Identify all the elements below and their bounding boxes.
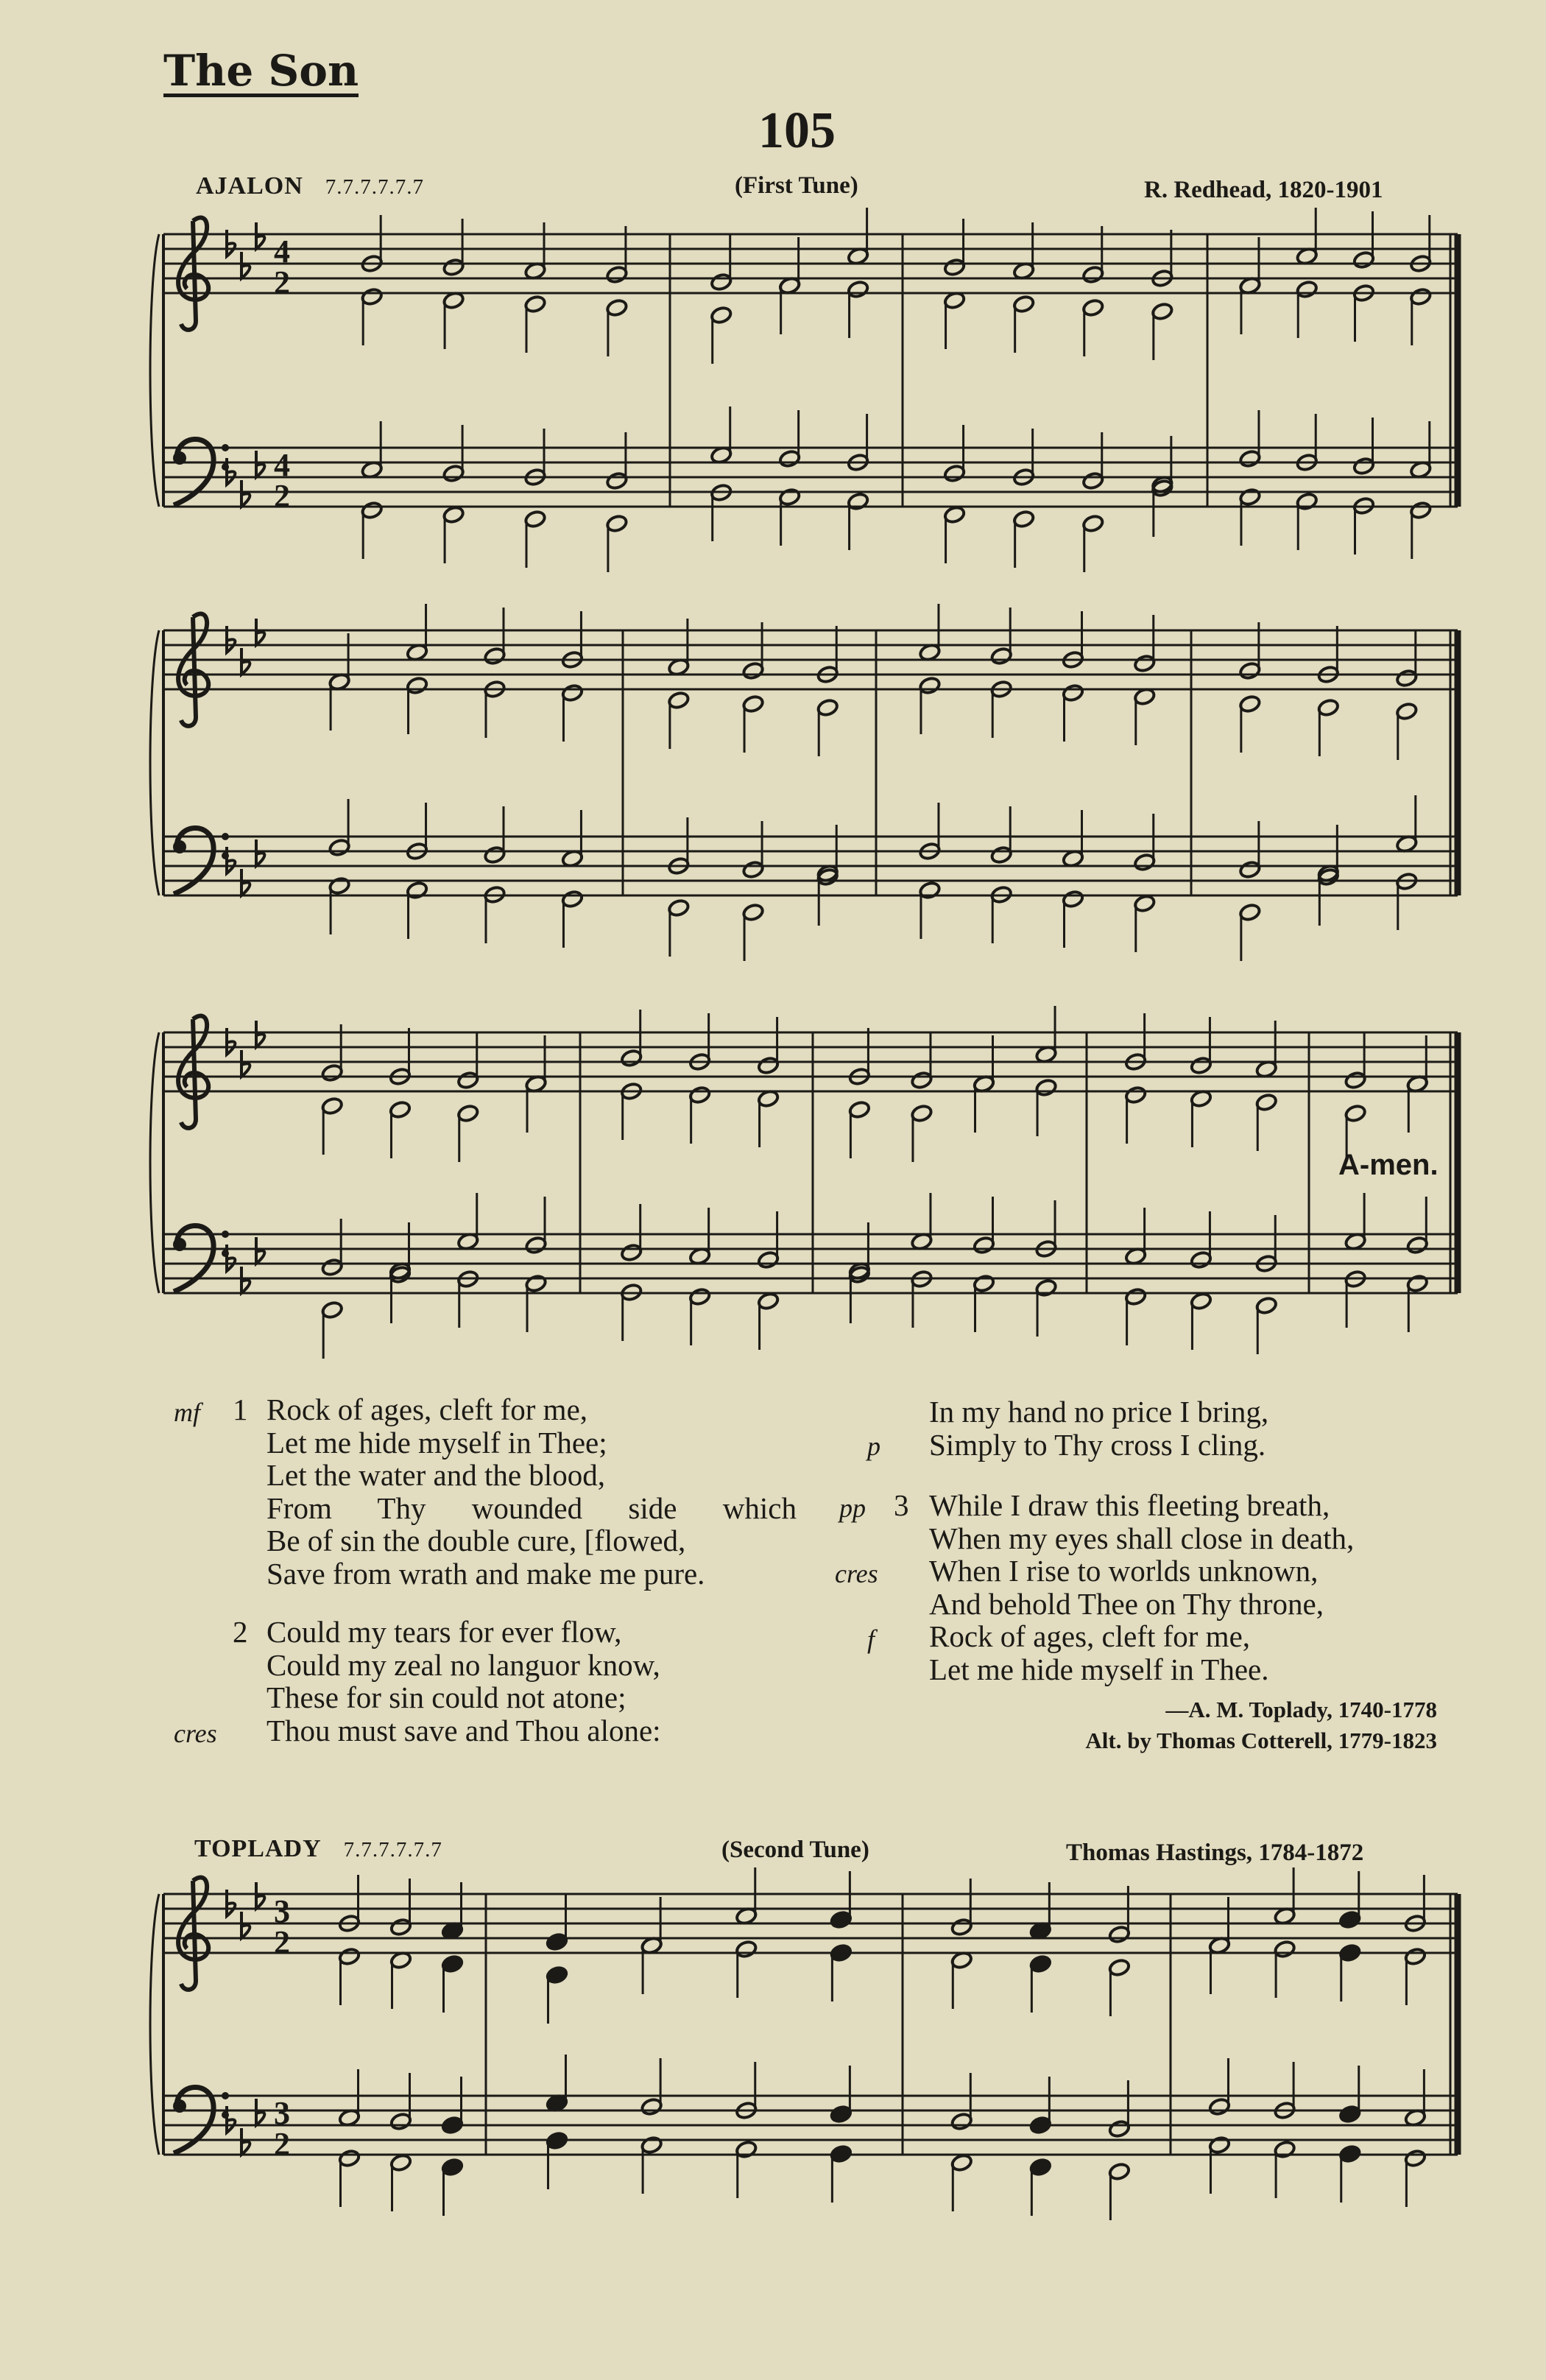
tenor-note (973, 1197, 995, 1255)
alto-note (1133, 687, 1156, 745)
bass-clef-icon (173, 1225, 229, 1292)
soprano-note (1352, 211, 1375, 270)
bass-note (1409, 501, 1432, 559)
bass-note (1035, 1278, 1058, 1337)
soprano-note (1029, 1882, 1052, 1940)
bass-note (1124, 1287, 1147, 1345)
tenor-note (361, 421, 384, 479)
tenor-note (620, 1204, 643, 1262)
alto-note (816, 698, 839, 756)
soprano-note (456, 1032, 479, 1090)
verse2-cres-mark: cres (174, 1719, 217, 1748)
soprano-note (830, 1871, 853, 1929)
time-signature-numerator: 4 (274, 233, 290, 270)
bass-note (1081, 514, 1104, 572)
verse3-dynamic: pp (839, 1493, 866, 1523)
bass-note (742, 903, 765, 961)
bass-clef-icon (173, 2087, 229, 2153)
first-tune-composer: R. Redhead, 1820-1901 (1144, 177, 1383, 203)
bass-note (1012, 510, 1035, 568)
bass-note (943, 505, 966, 563)
soprano-note (919, 604, 942, 662)
tenor-note (606, 432, 629, 490)
tenor-note (441, 2077, 464, 2135)
alto-note (742, 694, 765, 753)
bass-note (441, 2158, 464, 2216)
tenor-note (1352, 418, 1375, 476)
bass-note (484, 885, 506, 943)
tenor-note (1133, 814, 1156, 872)
verse1-line4: From Thy wounded side which (267, 1491, 797, 1525)
bass-note (546, 2131, 568, 2189)
alto-note (1012, 295, 1035, 353)
alto-note (1062, 683, 1084, 742)
alto-note (1255, 1093, 1278, 1151)
tenor-note (525, 1197, 548, 1255)
first-tune-name: AJALON (196, 172, 303, 200)
soprano-note (442, 219, 465, 277)
alto-note (389, 1951, 412, 2009)
bass-clef-icon (173, 439, 229, 505)
tenor-note (456, 1193, 479, 1251)
alto-note (441, 1954, 464, 2013)
alto-note (710, 306, 733, 364)
tenor-note (328, 799, 351, 857)
tenor-note (389, 2073, 412, 2131)
alto-note (1035, 1078, 1058, 1136)
alto-note (525, 1074, 548, 1133)
verse2-line5: In my hand no price I bring, (929, 1395, 1269, 1429)
time-signature-numerator: 3 (274, 2095, 290, 2131)
bass-note (919, 881, 942, 939)
tenor-note (1395, 795, 1418, 853)
soprano-note (1395, 630, 1418, 688)
bass-note (524, 510, 547, 568)
alto-note (1124, 1085, 1147, 1144)
tenor-note (1239, 410, 1262, 468)
tenor-note (1029, 2077, 1052, 2135)
tenor-note (1404, 2069, 1427, 2127)
soprano-note (1255, 1021, 1278, 1079)
alto-note (1317, 698, 1340, 756)
alto-note (778, 276, 801, 334)
soprano-note (990, 608, 1013, 666)
bass-note (848, 1265, 871, 1323)
first-tune-meter: 7.7.7.7.7.7 (325, 175, 425, 199)
verse1-dynamic: mf (174, 1398, 200, 1427)
bass-note (990, 885, 1013, 943)
verse3-line2: When my eyes shall close in death, (929, 1521, 1355, 1555)
alto-note (1108, 1958, 1131, 2016)
alto-note (546, 1965, 568, 2024)
soprano-note (710, 233, 733, 292)
alto-note (1239, 276, 1262, 334)
bass-note (1317, 867, 1340, 926)
system-brace (150, 630, 159, 895)
flat-icon (241, 1050, 250, 1077)
verse2-line6: Simply to Thy cross I cling. (929, 1428, 1266, 1462)
flat-icon (241, 252, 250, 278)
alto-note (1338, 1943, 1361, 2001)
tenor-note (1081, 432, 1104, 490)
bass-note (525, 1274, 548, 1332)
soprano-note (735, 1867, 758, 1926)
bass-note (816, 867, 839, 926)
flat-icon (241, 648, 250, 675)
alto-note (735, 1940, 758, 1998)
author-attribution: —A. M. Toplady, 1740-1778 (1165, 1697, 1437, 1722)
bass-note (406, 881, 428, 939)
bass-note (361, 501, 384, 559)
alto-note (561, 683, 584, 742)
bass-note (1274, 2140, 1296, 2198)
soprano-note (620, 1010, 643, 1068)
alto-note (1239, 694, 1262, 753)
verse2-number: 2 (233, 1615, 248, 1649)
alto-note (950, 1951, 973, 2009)
tenor-note (484, 806, 506, 865)
second-tune-label: (Second Tune) (721, 1837, 869, 1863)
soprano-note (441, 1882, 464, 1940)
alto-note (943, 291, 966, 349)
verse3-line1: While I draw this fleeting breath, (929, 1488, 1330, 1522)
tenor-note (1406, 1197, 1429, 1255)
bass-note (668, 898, 691, 957)
verse2-line4: Thou must save and Thou alone: (267, 1714, 661, 1747)
verse3-number: 3 (894, 1488, 909, 1522)
flat-icon (256, 1237, 264, 1264)
tenor-note (1239, 821, 1262, 879)
soprano-note (1035, 1006, 1058, 1064)
time-signature-numerator: 3 (274, 1893, 290, 1929)
tenor-note (742, 821, 765, 879)
alteration-attribution: Alt. by Thomas Cotterell, 1779-1823 (1085, 1728, 1437, 1753)
verse1-line5: Be of sin the double cure, [flowed, (267, 1524, 686, 1557)
soprano-note (1344, 1032, 1367, 1090)
flat-icon (256, 2099, 264, 2125)
flat-icon (241, 2128, 250, 2155)
soprano-note (1296, 208, 1319, 266)
tenor-note (546, 2055, 568, 2113)
alto-note (757, 1089, 780, 1147)
alto-note (1274, 1940, 1296, 1998)
bass-note (640, 2136, 663, 2194)
soprano-note (911, 1032, 933, 1090)
bass-note (1151, 479, 1174, 537)
soprano-note (1012, 222, 1035, 281)
soprano-note (406, 604, 428, 662)
verse3-line4: And behold Thee on Thy throne, (929, 1587, 1324, 1621)
bass-clef-icon (173, 828, 229, 894)
tenor-note (688, 1208, 711, 1266)
system-brace (150, 1894, 159, 2155)
verse3-line6: Let me hide myself in Thee. (929, 1652, 1269, 1686)
second-tune-composer: Thomas Hastings, 1784-1872 (1066, 1839, 1364, 1866)
soprano-note (524, 222, 547, 281)
first-tune-label: (First Tune) (735, 172, 858, 199)
second-tune-heading (194, 1835, 442, 1863)
alto-note (1029, 1954, 1052, 2013)
bass-note (321, 1300, 344, 1359)
soprano-note (484, 608, 506, 666)
flat-icon (256, 222, 264, 249)
tenor-note (561, 810, 584, 868)
bass-note (950, 2153, 973, 2211)
alto-note (1404, 1947, 1427, 2005)
verse1-line6: Save from wrath and make me pure. (267, 1557, 705, 1591)
flat-icon (256, 1882, 264, 1909)
bass-note (735, 2140, 758, 2198)
time-signature-denominator: 2 (274, 2126, 290, 2162)
bass-note (688, 1287, 711, 1345)
verse2-line3: These for sin could not atone; (267, 1680, 626, 1714)
bass-note (1208, 2136, 1231, 2194)
alto-note (688, 1085, 711, 1144)
tenor-note (990, 806, 1013, 865)
tenor-note (442, 425, 465, 483)
hymn-number: 105 (758, 102, 836, 159)
ajalon-system-3-bass-staff (163, 1234, 1458, 1293)
ajalon-system-2-bass-staff (163, 837, 1458, 895)
alto-note (338, 1947, 361, 2005)
bass-note (1108, 2162, 1131, 2220)
bass-note (328, 876, 351, 934)
bass-note (1352, 496, 1375, 554)
tenor-note (640, 2058, 663, 2116)
bass-note (442, 505, 465, 563)
bass-note (338, 2149, 361, 2207)
tenor-note (1190, 1211, 1213, 1270)
tenor-note (1409, 421, 1432, 479)
soprano-note (757, 1017, 780, 1075)
second-tune-name: TOPLADY (194, 1835, 322, 1862)
bass-note (1190, 1292, 1213, 1350)
bass-note (1029, 2158, 1052, 2216)
ajalon-system-1-bass-staff (163, 448, 1458, 507)
verse1-line1: Rock of ages, cleft for me, (267, 1393, 588, 1426)
amen-label: A-men. (1338, 1149, 1439, 1181)
alto-note (1395, 702, 1418, 760)
alto-note (456, 1104, 479, 1162)
alto-note (640, 1936, 663, 1994)
bass-note (1255, 1296, 1278, 1354)
alto-note (668, 691, 691, 749)
soprano-note (943, 219, 966, 277)
bass-note (1338, 2144, 1361, 2203)
tenor-note (757, 1211, 780, 1270)
alto-note (321, 1096, 344, 1155)
soprano-note (1274, 1867, 1296, 1926)
alto-note (328, 672, 351, 730)
flat-icon (256, 839, 264, 866)
verse2-line1: Could my tears for ever flow, (267, 1615, 622, 1649)
time-signature-denominator: 2 (274, 1924, 290, 1960)
alto-note (606, 298, 629, 356)
tenor-note (778, 410, 801, 468)
tenor-note (1124, 1208, 1147, 1266)
tenor-note (710, 406, 733, 465)
tenor-note (950, 2073, 973, 2131)
alto-note (847, 280, 869, 338)
flat-icon (241, 1267, 250, 1293)
tenor-note (911, 1193, 933, 1251)
bass-note (1239, 487, 1262, 546)
tenor-note (1338, 2066, 1361, 2124)
bass-note (561, 890, 584, 948)
soprano-note (847, 208, 869, 266)
alto-note (1409, 287, 1432, 345)
soprano-note (389, 1879, 412, 1937)
time-signature-numerator: 4 (274, 447, 290, 483)
verse3-cres-mark: cres (835, 1559, 878, 1588)
alto-note (973, 1074, 995, 1133)
bass-note (606, 514, 629, 572)
tenor-note (321, 1219, 344, 1277)
tenor-note (338, 2069, 361, 2127)
alto-note (1151, 302, 1174, 360)
alto-note (848, 1100, 871, 1158)
alto-note (1190, 1089, 1213, 1147)
tenor-note (1208, 2058, 1231, 2116)
flat-icon (256, 1021, 264, 1047)
bass-note (620, 1283, 643, 1341)
alto-note (1081, 298, 1104, 356)
alto-note (911, 1104, 933, 1162)
alto-note (406, 676, 428, 734)
verse3-f-mark: f (867, 1624, 875, 1654)
ajalon-system-2-treble-staff (163, 630, 1458, 689)
verse1-line2: Let me hide myself in Thee; (267, 1426, 607, 1460)
system-brace (150, 234, 159, 507)
bass-note (1296, 492, 1319, 550)
bass-note (847, 492, 869, 550)
alto-note (361, 287, 384, 345)
bass-note (830, 2144, 853, 2203)
time-signature-denominator: 2 (274, 478, 290, 514)
bass-note (1406, 1274, 1429, 1332)
verse1-line3: Let the water and the blood, (267, 1458, 605, 1492)
alto-note (1208, 1936, 1231, 1994)
second-tune-meter: 7.7.7.7.7.7 (343, 1838, 442, 1862)
alto-note (389, 1100, 412, 1158)
tenor-note (1344, 1193, 1367, 1251)
bass-note (1239, 903, 1262, 961)
bass-note (1133, 894, 1156, 952)
tenor-note (943, 425, 966, 483)
bass-note (778, 487, 801, 546)
alto-note (830, 1943, 853, 2001)
soprano-note (546, 1893, 568, 1951)
soprano-note (1190, 1017, 1213, 1075)
soprano-note (1338, 1871, 1361, 1929)
score-systems (150, 208, 1458, 2220)
ajalon-system-1-treble-staff (163, 234, 1458, 293)
soprano-note (1133, 615, 1156, 673)
alto-note (442, 291, 465, 349)
bass-note (973, 1274, 995, 1332)
bass-note (757, 1292, 780, 1350)
verse2-p-mark: p (867, 1432, 880, 1461)
verse3-line3: When I rise to worlds unknown, (929, 1554, 1319, 1588)
flat-icon (241, 1912, 250, 1938)
verse3-line5: Rock of ages, cleft for me, (929, 1619, 1251, 1653)
system-brace (150, 1032, 159, 1293)
soprano-note (950, 1879, 973, 1937)
verse2-line2: Could my zeal no languor know, (267, 1648, 660, 1682)
flat-icon (256, 451, 264, 477)
time-signature-denominator: 2 (274, 264, 290, 300)
verse1-number: 1 (233, 1393, 248, 1426)
alto-note (919, 676, 942, 734)
bass-note (389, 2153, 412, 2211)
flat-icon (256, 619, 264, 645)
tenor-note (1108, 2080, 1131, 2138)
tenor-note (830, 2066, 853, 2124)
alto-note (1406, 1074, 1429, 1133)
section-title: The Son (163, 46, 359, 96)
soprano-note (668, 619, 691, 677)
tenor-note (1062, 810, 1084, 868)
flat-icon (241, 480, 250, 507)
alto-note (524, 295, 547, 353)
flat-icon (241, 869, 250, 895)
bass-note (389, 1265, 412, 1323)
alto-note (1296, 280, 1319, 338)
bass-note (1404, 2149, 1427, 2207)
bass-note (1062, 890, 1084, 948)
